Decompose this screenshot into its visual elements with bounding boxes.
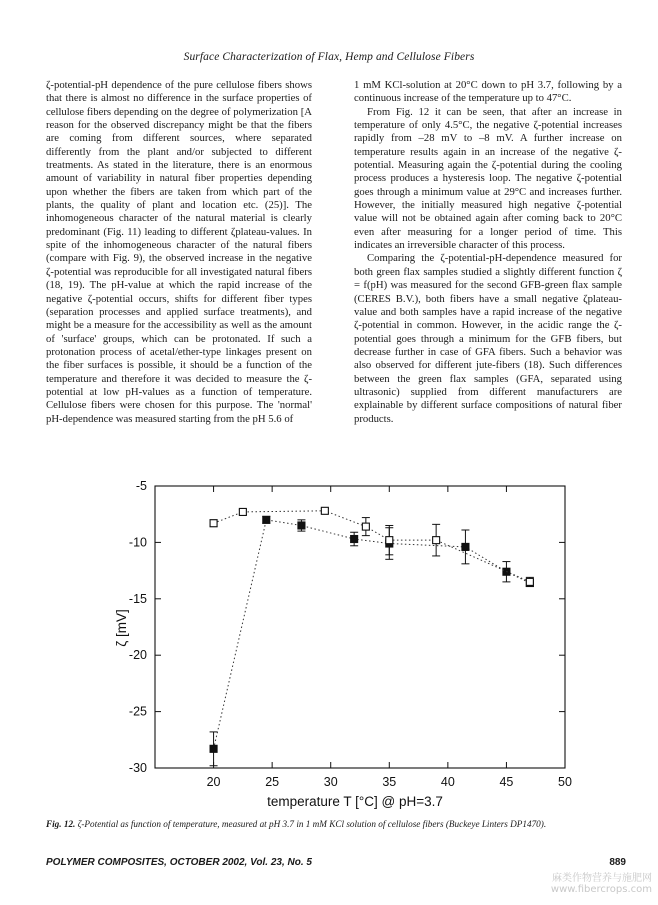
y-tick-label: -5 [135, 479, 147, 493]
x-axis-label: temperature T [°C] @ pH=3.7 [267, 794, 443, 809]
paragraph: From Fig. 12 it can be seen, that after an increase in temperature of only 4.5°C, the negative ζ-potential increases rapidly from –28 mV to –8 mV. A further increase on temperature results again in an increase of the negative ζ-potential. Measuring again the ζ-potential during the cooling process produces a hysteresis loop. The negative ζ-potential goes through a minimum value at 29°C and increases further. However, the initially measured high negative ζ-potential value will not be obtained again after coming back to 20°C even after measuring for a longer period of time. This indicates an irreversible character of this process. [354, 105, 622, 252]
x-tick-label: 20 [206, 775, 221, 789]
series-line-1 [214, 520, 530, 749]
data-point-filled [263, 516, 270, 523]
x-tick-label: 50 [558, 775, 572, 789]
watermark-url: www.fibercrops.com [550, 884, 652, 895]
data-point-open [386, 537, 393, 544]
figure-caption [46, 818, 626, 830]
data-point-filled [210, 745, 217, 752]
journal-citation: POLYMER COMPOSITES, OCTOBER 2002, Vol. 23, No. 5 [46, 857, 312, 868]
x-tick-label: 40 [440, 775, 455, 789]
left-column [46, 79, 312, 426]
y-tick-label: -10 [128, 535, 147, 550]
y-tick-label: -25 [128, 704, 147, 719]
page-number: 889 [609, 857, 626, 868]
data-point-open [362, 523, 369, 530]
data-point-open [321, 507, 328, 514]
data-point-open [526, 578, 533, 585]
paragraph: ζ-potential-pH dependence of the pure cellulose fibers shows that there is almost no difference in the surface properties of cellulose fibers depending on the degree of polymerization [A reason for the observed discrepancy might be that the fibers are coming from different sources, where separated differently from the plant and/or subjected to different treatments. As stated in the literature, there is an enormous amount of variability in natural fiber properties depending upon whether the fibers are taken from which part of the plants, the quality of plant and location etc. (25)]. The inhomogeneous character of the natural material is clearly predominant (Fig. 11) leading to different ζplateau-values. In spite of the inhomogeneous character of the natural fibers (compare with Fig. 9), the observed increase in the negative ζ-potential was reproducible for all investigated natural fibers (18, 19). The pH-value at which the rapid increase of the negative ζ-potential occurs, shifts for different fiber types (separation processes and applied surface treatments), and might be a measure for the accessibility as well as the amount of 'surface' groups, which can be protonated. If such a protonation process of acetal/ether-type linkages present on the fiber surfaces is possible, it should be a function of the temperature and therefore it was decided to measure the ζ-potential at low pH-values as a function of temperature. Cellulose fibers were chosen for this purpose. The 'normal' pH-dependence was measured starting from the pH 5.6 of [46, 79, 312, 425]
x-tick-label: 25 [265, 775, 280, 789]
zeta-temperature-chart [100, 478, 580, 818]
caption-text: ζ-Potential as function of temperature, measured at pH 3.7 in 1 mM KCl solution of cellulose fibers (Buckeye Linters DP1470). [75, 819, 547, 829]
data-point-filled [462, 543, 469, 550]
y-tick-label: -20 [128, 648, 147, 663]
y-tick-label: -15 [128, 591, 147, 606]
watermark-line: 麻类作物营养与施肥网 [552, 873, 652, 884]
figure-12 [100, 478, 580, 818]
data-point-filled [298, 522, 305, 529]
caption-label: Fig. 12. [46, 819, 76, 829]
right-column [354, 79, 622, 426]
y-tick-label: -30 [128, 761, 147, 775]
x-tick-label: 30 [323, 775, 338, 789]
x-tick-label: 35 [382, 775, 397, 789]
data-point-open [239, 508, 246, 515]
data-point-filled [351, 536, 358, 543]
running-head: Surface Characterization of Flax, Hemp and Cellulose Fibers [183, 51, 475, 63]
paragraph: 1 mM KCl-solution at 20°C down to pH 3.7, following by a continuous increase of the temperature up to 47°C. [354, 79, 622, 105]
watermark [551, 873, 652, 895]
series-line-2 [214, 511, 530, 582]
x-tick-label: 45 [499, 775, 514, 789]
paragraph: Comparing the ζ-potential-pH-dependence measured for both green flax samples studied a slightly different function ζ = f(pH) was measured for the second GFB-green flax sample (CERES B.V.), both fibers have a small negative ζplateau-value and both samples have a rapid increase of the negative ζ-potential in common. However, in the acidic range the ζ-potential goes through a minimum for the GFB fibers, but decrease further in case of GFA fibers. Such a behavior was also observed for different jute-fibers (18). Such differences between the green flax samples (GFA, separated using ultrasonic) supplied from different manufacturers are explainable by different surface compositions of natural fiber products. [354, 252, 622, 425]
data-point-open [433, 537, 440, 544]
y-axis-label: ζ [mV] [114, 609, 129, 647]
page-footer [46, 857, 626, 868]
data-point-open [210, 520, 217, 527]
plot-frame [155, 486, 565, 768]
